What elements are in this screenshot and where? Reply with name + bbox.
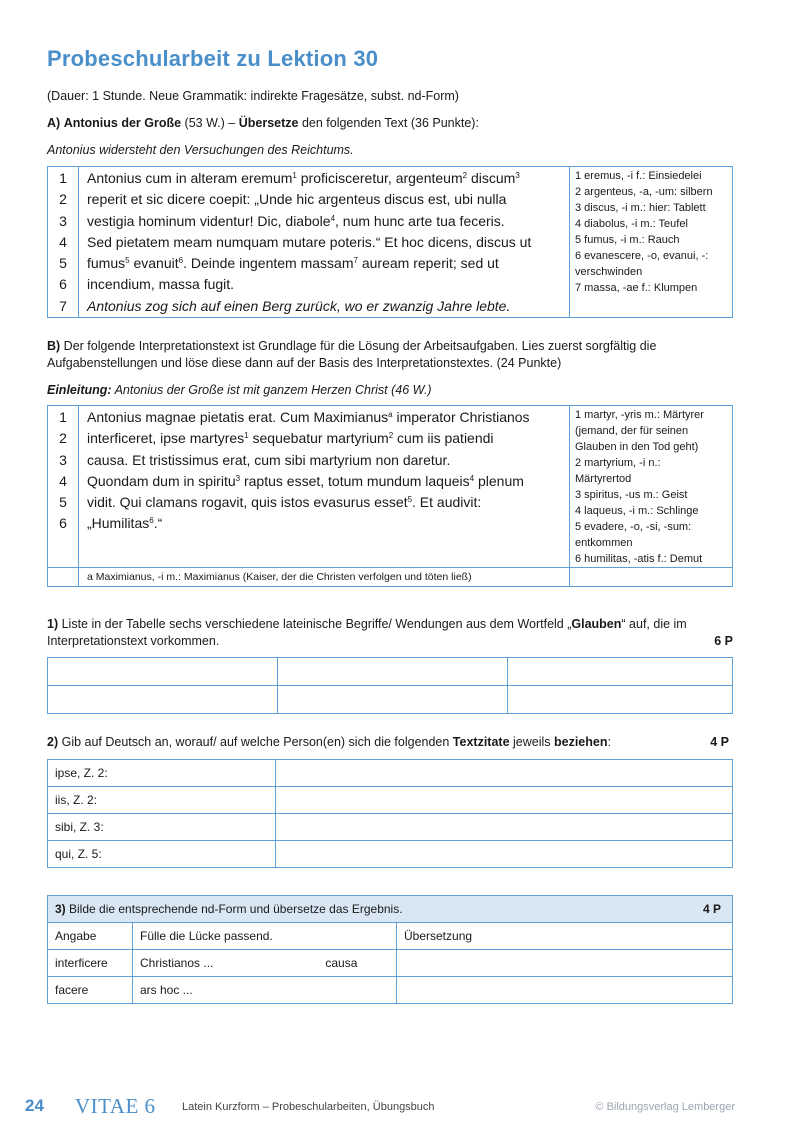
answer-cell[interactable] <box>48 658 278 686</box>
page-title: Probeschularbeit zu Lektion 30 <box>47 46 379 71</box>
fill-prompt: Christianos ... <box>140 956 214 970</box>
answer-cell[interactable] <box>48 686 278 714</box>
glossary-a <box>570 167 733 318</box>
fill-cell[interactable] <box>133 977 397 1004</box>
section-b-label: B) <box>47 339 61 353</box>
einleitung-text: Antonius der Große ist mit ganzem Herzen Christ (46 W.) <box>111 383 432 397</box>
task1-text-post: “ auf, die im Interpretationstext vorkommen. <box>47 617 687 648</box>
header-angabe: Angabe <box>48 923 133 950</box>
task2-keyword-2: beziehen <box>554 735 608 749</box>
section-a-rest: den folgenden Text (36 Punkte): <box>298 116 479 130</box>
task2-text-post: : <box>607 735 611 749</box>
task2-prompt <box>47 734 733 751</box>
page-number: 24 <box>25 1096 44 1115</box>
task3-prompt <box>48 896 733 923</box>
latin-text-b <box>47 405 733 587</box>
section-b-intro <box>47 338 733 372</box>
task3-number: 3) <box>55 902 66 916</box>
task2-text-pre: Gib auf Deutsch an, worauf/ auf welche Person(en) sich die folgenden <box>58 735 453 749</box>
task1-text-pre: Liste in der Tabelle sechs verschiedene lateinische Begriffe/ Wendungen aus dem Wortfeld „ <box>58 617 572 631</box>
task3-points: 4 P <box>702 902 721 916</box>
fill-prompt-end: causa <box>325 956 358 970</box>
line-numbers-a: 1 2 3 4 5 6 7 <box>48 167 79 318</box>
gloss-item: 5 fumus, -i m.: Rauch <box>575 234 680 246</box>
fill-cell[interactable] <box>133 950 397 977</box>
gloss-item: 1 martyr, -yris m.: Märtyrer <box>575 409 704 421</box>
latin-text-a <box>47 166 733 318</box>
section-a-subtitle: Antonius widersteht den Versuchungen des Reichtums. <box>47 143 354 157</box>
answer-cell[interactable] <box>508 658 733 686</box>
gloss-item: (jemand, der für seinen <box>575 425 689 437</box>
glossary-b <box>570 406 733 568</box>
latin-passage-b: Antonius magnae pietatis erat. Cum Maximianus$^a$ imperator Christianos interficeret, ipse martyres$^1$ sequebatur martyrium$^2$ cum iis patiendi causa. Et tristissimus erat, cum sibi martyrium non daretur. Quondam dum in spiritu$^3$ raptus esset, totum mundum laqueis$^4$ plenum vidit. Qui clamans rogavit, quis istos evasurus esset$^5$. Et audivit: „Humilitas$^6$.“ <box>79 406 570 568</box>
copyright: © Bildungsverlag Lemberger <box>595 1101 735 1113</box>
gloss-item: 2 argenteus, -a, -um: silbern <box>575 186 713 198</box>
task3-table <box>47 895 733 1004</box>
task2-number: 2) <box>47 735 59 749</box>
gloss-item: verschwinden <box>575 266 643 278</box>
task1-prompt <box>47 616 733 650</box>
section-a-heading <box>47 115 479 132</box>
section-b-text: Der folgende Interpretationstext ist Grundlage für die Lösung der Arbeitsaufgaben. Lies zuerst sorgfältig die Aufgabenstellungen und löse diese dann auf der Basis des Interpretationstextes. (24 Punkte) <box>47 339 657 370</box>
task2-keyword-1: Textzitate <box>452 735 510 749</box>
gloss-item: 3 spiritus, -us m.: Geist <box>575 489 688 501</box>
book-subtitle: Latein Kurzform – Probeschularbeiten, Übungsbuch <box>182 1101 435 1113</box>
header-fill: Fülle die Lücke passend. <box>133 923 397 950</box>
task2-text-mid: jeweils <box>509 735 554 749</box>
section-b-einleitung <box>47 382 432 399</box>
answer-cell[interactable] <box>278 686 508 714</box>
einleitung-label: Einleitung: <box>47 383 112 397</box>
quote-label: iis, Z. 2: <box>48 787 276 814</box>
gloss-item: entkommen <box>575 537 633 549</box>
angabe-cell: facere <box>48 977 133 1004</box>
task2-points: 4 P <box>710 735 729 749</box>
quote-label: sibi, Z. 3: <box>48 814 276 841</box>
footnote-a: a Maximianus, -i m.: Maximianus (Kaiser, der die Christen verfolgen und töten ließ) <box>79 568 570 587</box>
duration-note: (Dauer: 1 Stunde. Neue Grammatik: indirekte Fragesätze, subst. nd-Form) <box>47 89 459 103</box>
quote-label: ipse, Z. 2: <box>48 760 276 787</box>
gloss-item: 6 evanescere, -o, evanui, -: <box>575 250 709 262</box>
section-a-words: (53 W.) – <box>181 116 239 130</box>
gloss-item: 4 diabolus, -i m.: Teufel <box>575 218 688 230</box>
answer-cell[interactable] <box>276 787 733 814</box>
fill-prompt: ars hoc ... <box>140 983 193 997</box>
gloss-item: Glauben in den Tod geht) <box>575 441 699 453</box>
translation-cell[interactable] <box>397 950 733 977</box>
gloss-item: 2 martyrium, -i n.: <box>575 457 661 469</box>
gloss-item: 1 eremus, -i f.: Einsiedelei <box>575 170 702 182</box>
footnote-spacer <box>48 568 79 587</box>
gloss-item: 4 laqueus, -i m.: Schlinge <box>575 505 699 517</box>
answer-cell[interactable] <box>508 686 733 714</box>
gloss-item: 6 humilitas, -atis f.: Demut <box>575 553 703 565</box>
task1-number: 1) <box>47 617 59 631</box>
answer-cell[interactable] <box>276 760 733 787</box>
footnote-gloss-empty <box>570 568 733 587</box>
quote-label: qui, Z. 5: <box>48 841 276 868</box>
task1-points: 6 P <box>714 634 733 648</box>
answer-cell[interactable] <box>276 814 733 841</box>
gloss-item: 3 discus, -i m.: hier: Tablett <box>575 202 706 214</box>
angabe-cell: interficere <box>48 950 133 977</box>
answer-cell[interactable] <box>278 658 508 686</box>
gloss-item: Märtyrertod <box>575 473 632 485</box>
brand-logo: VITAE 6 <box>75 1094 156 1118</box>
gloss-item: 7 massa, -ae f.: Klumpen <box>575 282 698 294</box>
translation-cell[interactable] <box>397 977 733 1004</box>
task1-answer-table <box>47 657 733 714</box>
header-translation: Übersetzung <box>397 923 733 950</box>
task2-answer-table <box>47 759 733 868</box>
section-a-label: A) <box>47 116 61 130</box>
section-a-verb: Übersetze <box>238 116 299 130</box>
task1-keyword: Glauben <box>571 617 622 631</box>
line-numbers-b: 1 2 3 4 5 6 <box>48 406 79 568</box>
answer-cell[interactable] <box>276 841 733 868</box>
latin-passage-a: Antonius cum in alteram eremum$^1$ proficisceretur, argenteum$^2$ discum$^3$ reperit et sic dicere coepit: „Unde hic argenteus discus est, ubi nulla vestigia hominum videntur! Dic, diabole$^4$, num hunc arte tua feceris. Sed pietatem meam numquam mutare poteris.“ Et hoc dicens, discus ut fumus$^5$ evanuit$^6$. Deinde ingentem massam$^7$ auream reperit; sed ut incendium, massa fugit. Antonius zog sich auf einen Berg zurück, wo er zwanzig Jahre lebte. <box>79 167 570 318</box>
section-a-name: Antonius der Große <box>63 116 182 130</box>
gloss-item: 5 evadere, -o, -si, -sum: <box>575 521 692 533</box>
task3-text: Bilde die entsprechende nd-Form und übersetze das Ergebnis. <box>65 902 403 916</box>
page-footer <box>25 1096 735 1118</box>
